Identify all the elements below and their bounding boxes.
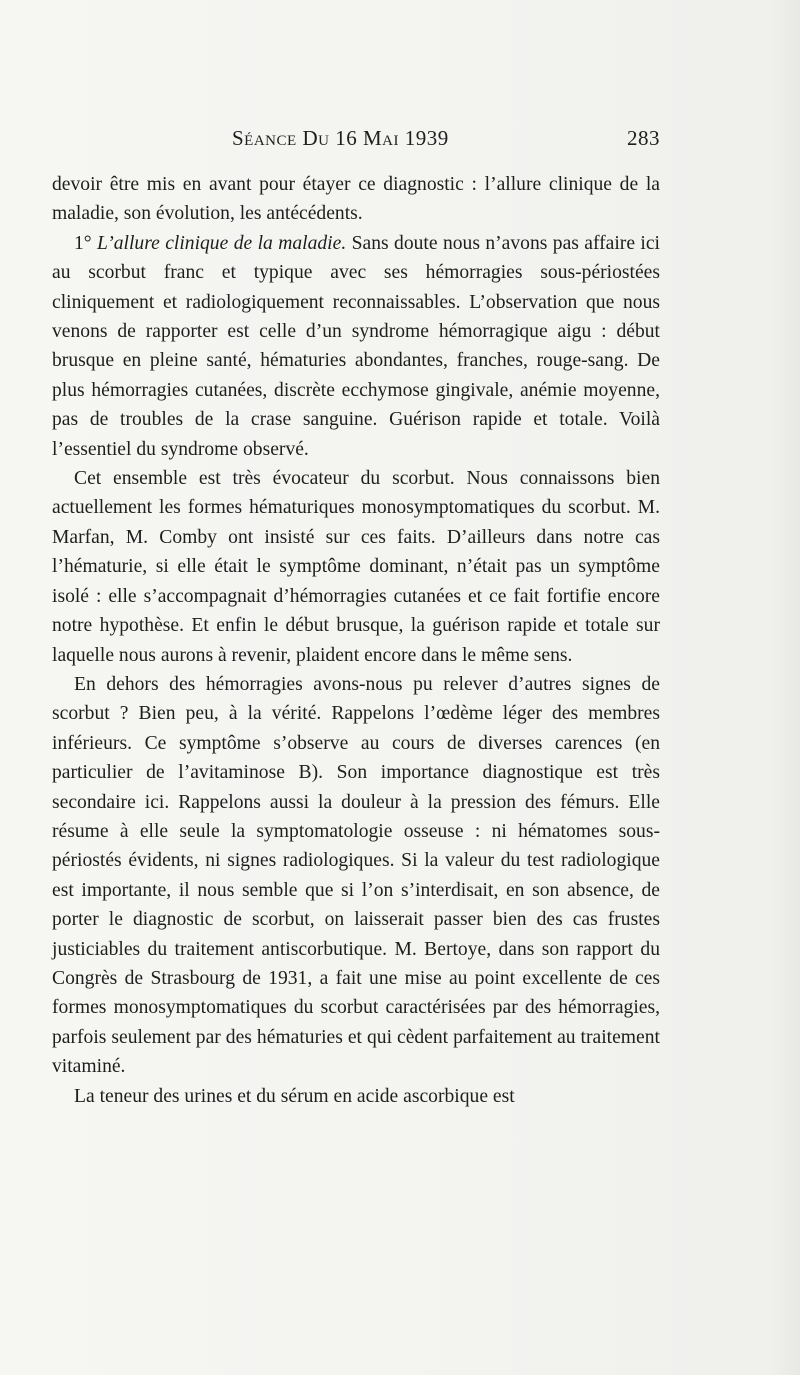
paragraph-text: devoir être mis en avant pour étayer ce diagnostic : l’allure clinique de la maladie, son évolution, les antécédents. — [52, 174, 660, 225]
paragraph-scurvy-evocative — [52, 464, 660, 670]
paragraph-text: Cet ensemble est très évocateur du scorbut. Nous connaissons bien actuellement les formes hématuriques monosymptomatiques du scorbut. M. Marfan, M. Comby ont insisté sur ces faits. D’ailleurs dans notre cas l’hématurie, si elle était le symptôme dominant, n’était pas un symptôme isolé : elle s’accompagnait d’hémorragies cutanées et ce fait fortifie encore notre hypothèse. Et enfin le début brusque, la guérison rapide et totale sur laquelle nous aurons à revenir, plaident encore dans le même sens. — [52, 468, 660, 666]
body-text — [52, 170, 660, 1111]
paragraph-text: La teneur des urines et du sérum en acide ascorbique est — [74, 1085, 515, 1107]
running-head-word: Du — [302, 126, 330, 150]
section-number: 1° — [74, 232, 98, 254]
paragraph-text: Sans doute nous n’avons pas affaire ici au scorbut franc et typique avec ses hémorragies sous-périostées cliniquement et radiologiquement reconnaissables. L’observation que nous venons de rapporter est celle d’un syndrome hémorragique aigu : début brusque en pleine santé, hématuries abondantes, franches, rouge-sang. De plus hémorragies cutanées, discrète ecchymose gingivale, anémie moyenne, pas de troubles de la crase sanguine. Guérison rapide et totale. Voilà l’essentiel du syndrome observé. — [52, 232, 661, 460]
page-number: 283 — [627, 126, 660, 150]
running-head-word: Mai — [362, 126, 399, 150]
paragraph-other-signs — [52, 670, 660, 1082]
paragraph-ascorbic-acid — [52, 1082, 660, 1111]
running-head-word: Séance — [232, 126, 297, 150]
page-edge-shadow — [770, 0, 800, 1375]
paragraph-continuation — [52, 170, 660, 229]
section-heading: L’allure clinique de la maladie. — [97, 232, 347, 254]
paragraph-clinical-course — [52, 229, 660, 464]
paragraph-text: En dehors des hémorragies avons-nous pu relever d’autres signes de scorbut ? Bien peu, à la vérité. Rappelons l’œdème léger des membres inférieurs. Ce symptôme s’observe au cours de diverses carences (en particulier de l’avitaminose B). Son importance diagnostique est très secondaire ici. Rappelons aussi la douleur à la pression des fémurs. Elle résume à elle seule la symptomatologie osseuse : ni hématomes sous-périostés évidents, ni signes radiologiques. Si la valeur du test radiologique est importante, il nous semble que si l’on s’interdisait, en son absence, de porter le diagnostic de scorbut, on laisserait passer bien des cas frustes justiciables du traitement antiscorbutique. M. Bertoye, dans son rapport du Congrès de Strasbourg de 1931, a fait une mise au point excellente de ces formes monosymptomatiques du scorbut caractérisées par des hémorragies, parfois seulement par des hématuries et qui cèdent parfaitement au traitement vitaminé. — [52, 673, 660, 1078]
running-head: Séance Du 16 Mai 1939 — [232, 126, 449, 150]
page-header — [232, 126, 660, 156]
